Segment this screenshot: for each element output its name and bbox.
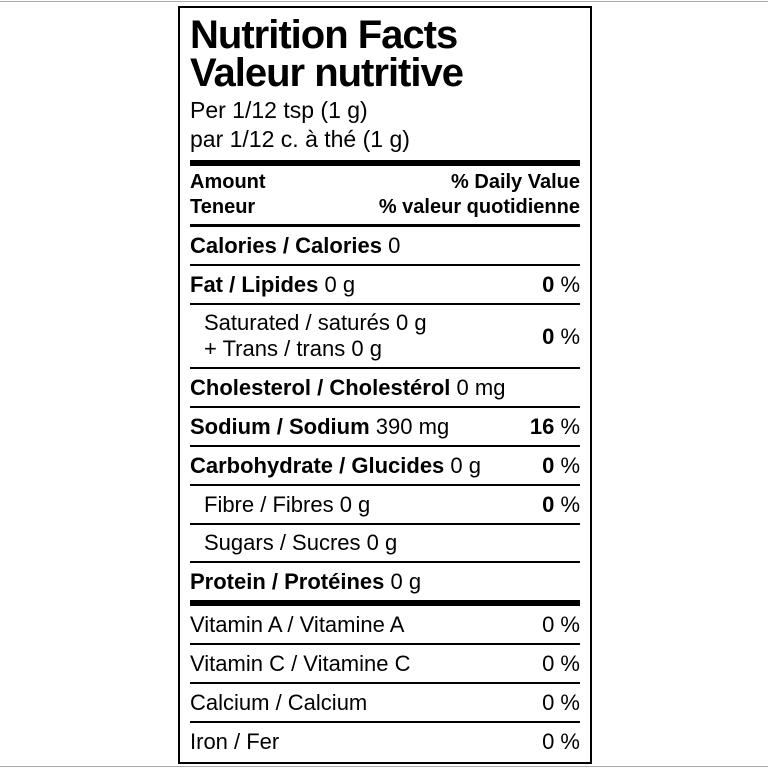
calories-name: Calories / Calories 0 — [190, 233, 401, 258]
nutrition-facts-label — [178, 6, 592, 764]
row-vitamin-a — [190, 606, 580, 643]
amount-daily-value-header — [190, 166, 580, 224]
row-protein — [190, 563, 580, 600]
fibre-name: Fibre / Fibres 0 g — [204, 491, 371, 517]
sodium-name: Sodium / Sodium 390 mg — [190, 414, 450, 439]
calcium-daily-value: 0 % — [542, 690, 580, 715]
iron-name: Iron / Fer — [190, 729, 280, 754]
saturated-trans-name — [190, 310, 427, 362]
row-calories — [190, 227, 580, 264]
calcium-name: Calcium / Calcium — [190, 690, 368, 715]
row-carbohydrate — [190, 447, 580, 484]
row-cholesterol — [190, 369, 580, 406]
vitamin-a-name: Vitamin A / Vitamine A — [190, 612, 405, 637]
serving-size-french: par 1/12 c. à thé (1 g) — [190, 126, 410, 152]
row-fibre — [190, 486, 580, 523]
daily-value-header-french: % valeur quotidienne — [378, 196, 580, 218]
row-sugars — [190, 525, 580, 561]
fat-name: Fat / Lipides 0 g — [190, 272, 356, 297]
row-vitamin-c — [190, 645, 580, 682]
serving-size-english: Per 1/12 tsp (1 g) — [190, 97, 368, 123]
label-title-english: Nutrition Facts — [190, 13, 458, 57]
row-saturated-trans — [190, 305, 580, 367]
page-bottom-edge — [0, 766, 768, 767]
cholesterol-name: Cholesterol / Cholestérol 0 mg — [190, 375, 506, 400]
vitamin-c-name: Vitamin C / Vitamine C — [190, 651, 411, 676]
vitamin-c-daily-value: 0 % — [542, 651, 580, 676]
carbohydrate-name: Carbohydrate / Glucides 0 g — [190, 453, 482, 478]
sugars-name: Sugars / Sucres 0 g — [204, 530, 398, 555]
saturated-line: Saturated / saturés 0 g — [204, 310, 427, 335]
row-sodium — [190, 408, 580, 445]
row-iron — [190, 723, 580, 760]
page-top-edge — [0, 1, 768, 2]
fat-daily-value: 0 % — [542, 272, 580, 297]
saturated-trans-daily-value: 0 % — [542, 323, 580, 349]
trans-line: + Trans / trans 0 g — [204, 336, 382, 361]
label-title-french: Valeur nutritive — [190, 51, 463, 95]
fibre-daily-value: 0 % — [542, 492, 580, 517]
daily-value-header — [379, 170, 580, 220]
daily-value-header-english: % Daily Value — [451, 171, 580, 193]
vitamin-a-daily-value: 0 % — [542, 612, 580, 637]
amount-header — [190, 170, 266, 220]
amount-header-english: Amount — [190, 171, 266, 193]
carbohydrate-daily-value: 0 % — [542, 453, 580, 478]
row-calcium — [190, 684, 580, 721]
row-fat — [190, 266, 580, 303]
iron-daily-value: 0 % — [542, 729, 580, 754]
protein-name: Protein / Protéines 0 g — [190, 569, 422, 594]
sodium-daily-value: 16 % — [529, 414, 580, 439]
amount-header-french: Teneur — [190, 196, 256, 218]
